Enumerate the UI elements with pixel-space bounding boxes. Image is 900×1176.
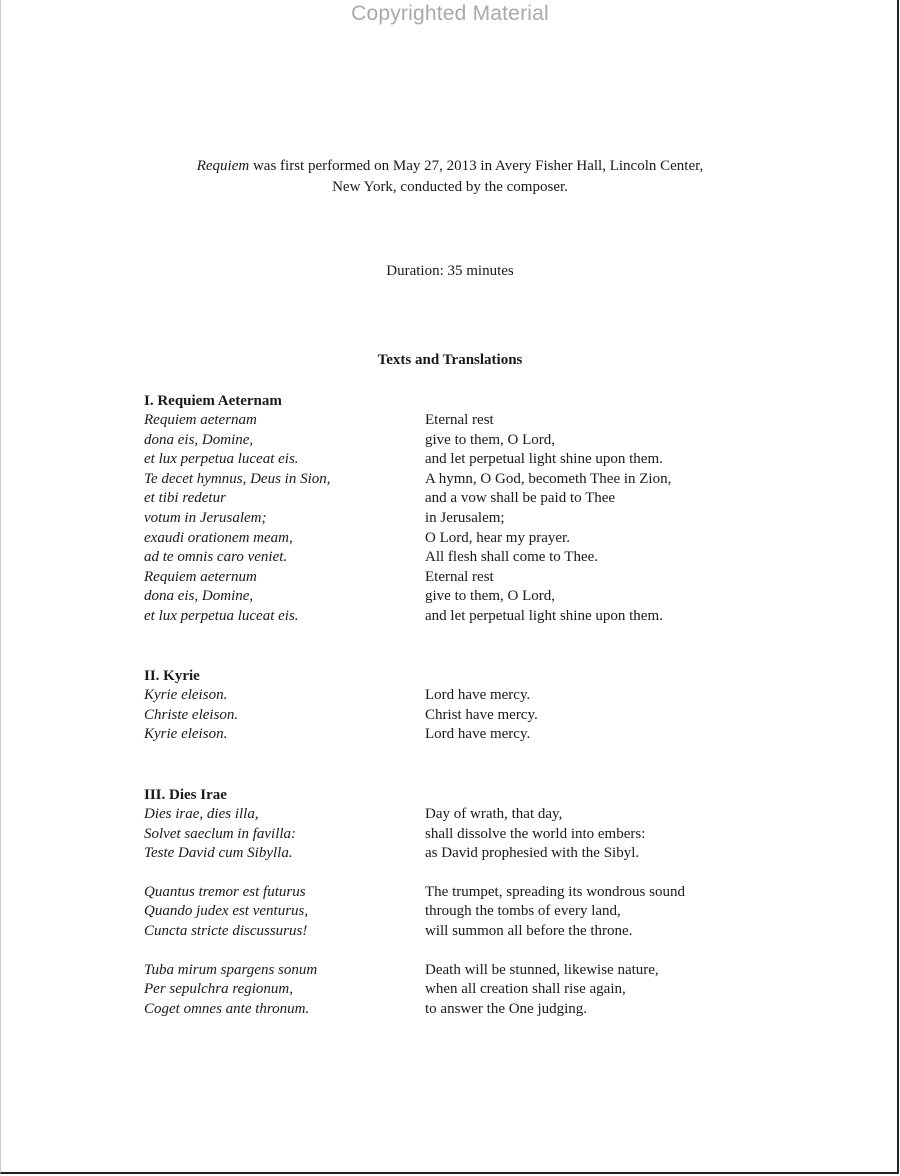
latin-text: dona eis, Domine, <box>144 431 254 448</box>
english-translation: All flesh shall come to Thee. <box>425 549 599 566</box>
text-line <box>144 489 784 509</box>
latin-text: Requiem aeternam <box>144 412 257 428</box>
english-translation: in Jerusalem; <box>425 509 505 526</box>
movement-kyrie <box>144 666 784 764</box>
latin-text: Per sepulchra regionum, <box>144 981 294 998</box>
stanza <box>144 411 784 627</box>
latin-text: et lux perpetua luceat eis. <box>144 607 299 624</box>
text-line <box>144 529 784 549</box>
english-translation: Lord have mercy. <box>425 726 531 743</box>
premiere-note <box>0 156 900 198</box>
movement-dies-irae <box>144 785 784 1038</box>
english-translation: O Lord, hear my prayer. <box>425 529 570 546</box>
english-translation: The trumpet, spreading its wondrous sound <box>425 883 685 900</box>
copyright-watermark: Copyrighted Material <box>351 2 549 25</box>
text-line <box>144 805 784 825</box>
latin-text: Requiem aeternum <box>144 568 257 585</box>
latin-text: Cuncta stricte discussurus! <box>144 922 308 939</box>
english-translation: to answer the One judging. <box>425 1000 588 1017</box>
english-translation: give to them, O Lord, <box>425 431 555 448</box>
text-line <box>144 470 784 490</box>
text-line <box>144 509 784 529</box>
latin-text: ad te omnis caro veniet. <box>144 549 288 566</box>
english-translation: Lord have mercy. <box>425 687 531 703</box>
movement-title: I. Requiem Aeternam <box>144 393 282 409</box>
latin-text: votum in Jerusalem; <box>144 509 267 526</box>
text-line <box>144 725 784 745</box>
work-title: Requiem <box>196 158 250 174</box>
text-line <box>144 587 784 607</box>
text-line <box>144 431 784 451</box>
english-translation: Day of wrath, that day, <box>425 806 563 822</box>
english-translation: as David prophesied with the Sibyl. <box>425 845 640 862</box>
text-line <box>144 922 784 942</box>
premiere-line-1 <box>0 156 900 177</box>
stanza <box>144 805 784 864</box>
english-translation: and let perpetual light shine upon them. <box>425 451 663 468</box>
english-translation: through the tombs of every land, <box>425 903 621 920</box>
english-translation: when all creation shall rise again, <box>425 981 626 998</box>
stanza <box>144 883 784 942</box>
latin-text: Christe eleison. <box>144 706 239 723</box>
latin-text: Dies irae, dies illa, <box>144 806 259 822</box>
stanza <box>144 686 784 745</box>
latin-text: Tuba mirum spargens sonum <box>144 961 318 978</box>
stanza <box>144 961 784 1020</box>
text-line <box>144 825 784 845</box>
text-line <box>144 883 784 903</box>
premiere-line-2: New York, conducted by the composer. <box>332 179 568 195</box>
english-translation: and a vow shall be paid to Thee <box>425 490 616 507</box>
text-line <box>144 980 784 1000</box>
english-translation: Death will be stunned, likewise nature, <box>425 961 659 978</box>
english-translation: Eternal rest <box>425 568 494 585</box>
text-line <box>144 706 784 726</box>
text-line <box>144 450 784 470</box>
text-line <box>144 607 784 627</box>
english-translation: Eternal rest <box>425 412 494 428</box>
latin-text: Quando judex est venturus, <box>144 903 309 920</box>
latin-text: Te decet hymnus, Deus in Sion, <box>144 470 331 487</box>
latin-text: dona eis, Domine, <box>144 588 254 605</box>
text-line <box>144 686 784 706</box>
english-translation: A hymn, O God, becometh Thee in Zion, <box>425 470 672 487</box>
movement-title: II. Kyrie <box>144 668 200 684</box>
text-line <box>144 844 784 864</box>
latin-text: Solvet saeclum in favilla: <box>144 825 297 842</box>
duration: Duration: 35 minutes <box>386 263 514 279</box>
text-line <box>144 902 784 922</box>
english-translation: shall dissolve the world into embers: <box>425 825 646 842</box>
latin-text: et lux perpetua luceat eis. <box>144 451 299 468</box>
text-line <box>144 1000 784 1020</box>
latin-text: et tibi redetur <box>144 490 226 507</box>
movement-requiem-aeternam <box>144 391 784 646</box>
latin-text: Kyrie eleison. <box>144 687 228 703</box>
text-line <box>144 568 784 588</box>
english-translation: Christ have mercy. <box>425 706 538 723</box>
latin-text: Kyrie eleison. <box>144 726 228 743</box>
premiere-line-1-text: was first performed on May 27, 2013 in Avery Fisher Hall, Lincoln Center, <box>249 158 704 174</box>
english-translation: will summon all before the throne. <box>425 922 633 939</box>
movement-title: III. Dies Irae <box>144 787 227 803</box>
text-line <box>144 411 784 431</box>
text-line <box>144 961 784 981</box>
latin-text: Coget omnes ante thronum. <box>144 1000 310 1017</box>
section-heading: Texts and Translations <box>377 352 523 368</box>
english-translation: give to them, O Lord, <box>425 588 555 605</box>
latin-text: Quantus tremor est futurus <box>144 883 306 900</box>
latin-text: exaudi orationem meam, <box>144 529 293 546</box>
text-line <box>144 548 784 568</box>
english-translation: and let perpetual light shine upon them. <box>425 607 663 624</box>
latin-text: Teste David cum Sibylla. <box>144 845 293 862</box>
